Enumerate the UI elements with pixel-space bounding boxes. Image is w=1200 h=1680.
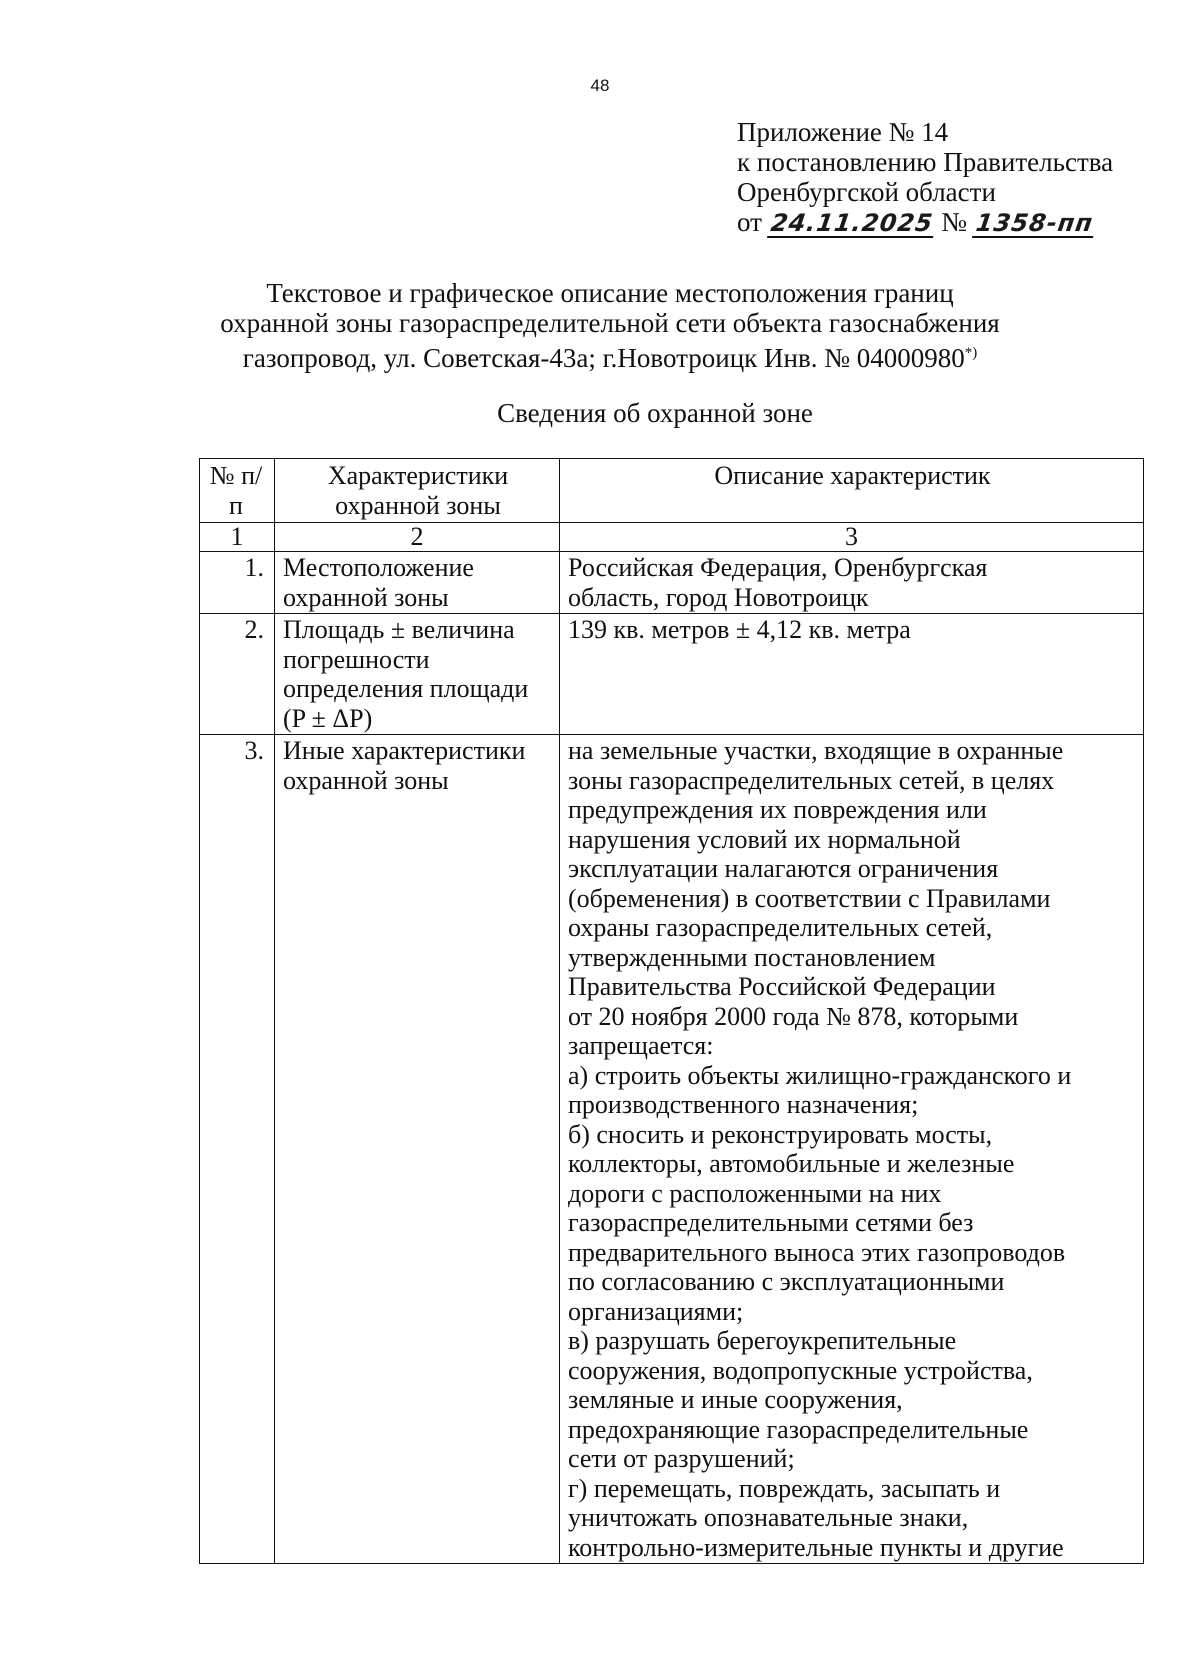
description-line: на земельные участки, входящие в охранные bbox=[568, 736, 1064, 765]
table-row bbox=[200, 735, 1144, 1564]
description-line: по согласованию с эксплуатационными bbox=[568, 1267, 1005, 1296]
number-prefix: № bbox=[941, 207, 968, 237]
description-line: 139 кв. метров ± 4,12 кв. метра bbox=[568, 615, 911, 644]
description-line: (обременения) в соответствии с Правилами bbox=[568, 883, 1051, 913]
row-characteristic: Иные характеристики охранной зоны bbox=[275, 735, 560, 1564]
table-header-row bbox=[200, 459, 1144, 523]
row-number: 3. bbox=[200, 735, 275, 1564]
title-line-2: охранной зоны газораспределительной сети объекта газоснабжения bbox=[220, 308, 1000, 338]
description-line: эксплуатации налагаются ограничения bbox=[568, 854, 999, 883]
title-line-3 bbox=[160, 338, 1060, 373]
description-line: контрольно-измерительные пункты и другие bbox=[568, 1532, 1064, 1562]
description-line: запрещается: bbox=[568, 1031, 714, 1060]
row-description bbox=[560, 735, 1144, 1564]
appendix-block bbox=[737, 117, 1113, 238]
index-cell-2: 2 bbox=[275, 523, 560, 552]
description-line: предварительного выноса этих газопроводов bbox=[568, 1237, 1066, 1267]
footnote-mark: *) bbox=[964, 345, 978, 361]
row-number: 1. bbox=[200, 552, 275, 614]
header-characteristics: Характеристики охранной зоны bbox=[275, 459, 560, 523]
description-line: область, город Новотроицк bbox=[568, 582, 869, 612]
description-line: в) разрушать берегоукрепительные bbox=[568, 1326, 957, 1355]
description-line: Российская Федерация, Оренбургская bbox=[568, 553, 988, 582]
description-line: г) перемещать, повреждать, засыпать и bbox=[568, 1473, 1001, 1503]
description-line: сети от разрушений; bbox=[568, 1444, 795, 1473]
description-line: дороги с расположенными на них bbox=[568, 1178, 942, 1208]
handwritten-date: 24.11.2025 bbox=[767, 210, 937, 238]
from-prefix: от bbox=[737, 207, 762, 237]
appendix-line-date bbox=[737, 207, 1113, 238]
page-number: 48 bbox=[590, 76, 610, 95]
appendix-title: Приложение № 14 bbox=[737, 117, 949, 147]
table-row bbox=[200, 552, 1144, 614]
title-line-3-text: газопровод, ул. Советская-43а; г.Новотроицк Инв. № 04000980 bbox=[242, 343, 965, 373]
description-line: нарушения условий их нормальной bbox=[568, 824, 961, 854]
section-subtitle: Сведения об охранной зоне bbox=[497, 398, 813, 428]
description-line: охраны газораспределительных сетей, bbox=[568, 913, 993, 942]
description-line: производственного назначения; bbox=[568, 1090, 919, 1119]
document-title bbox=[160, 278, 1060, 373]
appendix-line-region: Оренбургской области bbox=[737, 177, 996, 207]
description-line: б) сносить и реконструировать мосты, bbox=[568, 1119, 993, 1149]
row-description bbox=[560, 552, 1144, 614]
description-line: сооружения, водопропускные устройства, bbox=[568, 1355, 1033, 1385]
header-number: № п/п bbox=[200, 459, 275, 523]
table-row bbox=[200, 614, 1144, 735]
description-line: газораспределительными сетями без bbox=[568, 1208, 974, 1237]
description-line: утвержденными постановлением bbox=[568, 942, 936, 972]
title-line-1: Текстовое и графическое описание местоположения границ bbox=[266, 278, 954, 308]
header-description: Описание характеристик bbox=[560, 459, 1144, 523]
description-line: предупреждения их повреждения или bbox=[568, 795, 987, 824]
description-line: зоны газораспределительных сетей, в целях bbox=[568, 765, 1055, 795]
index-cell-1: 1 bbox=[200, 523, 275, 552]
row-description bbox=[560, 614, 1144, 735]
index-cell-3: 3 bbox=[560, 523, 1144, 552]
description-line: Правительства Российской Федерации bbox=[568, 972, 996, 1001]
description-line: предохраняющие газораспределительные bbox=[568, 1414, 1029, 1444]
description-line: организациями; bbox=[568, 1296, 744, 1326]
row-characteristic: Местоположение охранной зоны bbox=[275, 552, 560, 614]
description-line: земляные и иные сооружения, bbox=[568, 1385, 903, 1414]
row-characteristic: Площадь ± величина погрешности определения площади (P ± ΔP) bbox=[275, 614, 560, 735]
description-line: а) строить объекты жилищно-гражданского и bbox=[568, 1060, 1072, 1090]
table-index-row bbox=[200, 523, 1144, 552]
appendix-line-decree: к постановлению Правительства bbox=[737, 147, 1114, 177]
protection-zone-table bbox=[199, 458, 1144, 1564]
description-line: уничтожать опознавательные знаки, bbox=[568, 1503, 969, 1532]
description-line: коллекторы, автомобильные и железные bbox=[568, 1149, 1015, 1178]
row-number: 2. bbox=[200, 614, 275, 735]
description-line: от 20 ноября 2000 года № 878, которыми bbox=[568, 1001, 1019, 1031]
handwritten-number: 1358-пп bbox=[972, 210, 1097, 238]
